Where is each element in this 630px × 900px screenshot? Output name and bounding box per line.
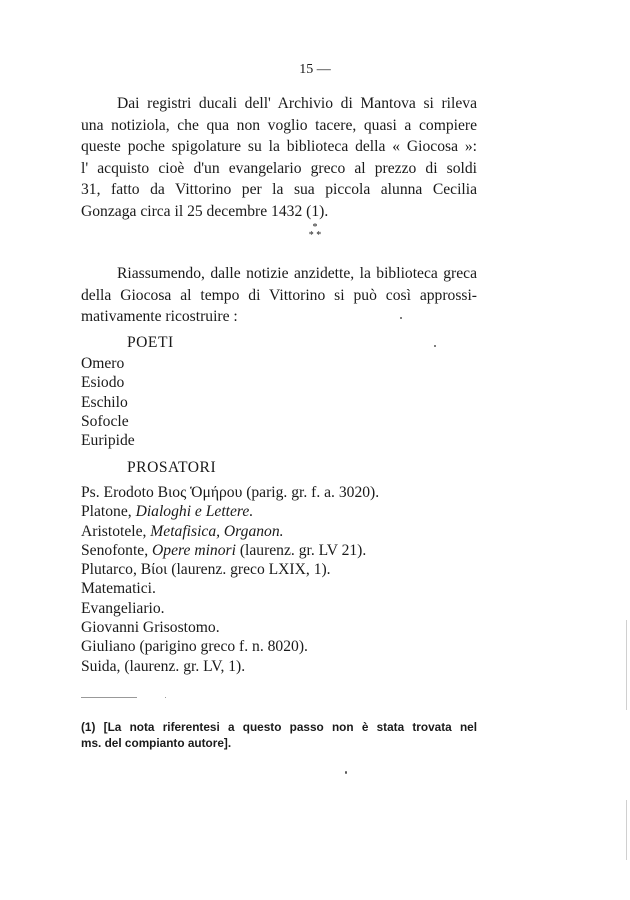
paragraph-line: Gonzaga circa il 25 decembre 1432 (1).	[81, 202, 329, 220]
paragraph-line: queste poche spigolature su la biblioteca della « Giocosa »:	[81, 138, 477, 155]
ink-speck	[345, 771, 347, 774]
separator-top: *	[312, 222, 318, 233]
list-item: Esiodo	[81, 374, 125, 392]
list-item: Euripide	[81, 432, 135, 450]
paragraph-line: della Giocosa al tempo di Vittorino si può così approssi-	[81, 286, 477, 304]
list-item: Matematici.	[81, 580, 156, 598]
page-edge-shadow	[626, 620, 627, 710]
footnote-line: (1) [La nota riferentesi a questo passo non è stata trovata nel	[81, 720, 477, 734]
paragraph-line: una notiziola, che qua non voglio tacere, quasi a compiere	[81, 116, 477, 134]
list-item: Eschilo	[81, 393, 128, 411]
list-item: Suida, (laurenz. gr. LV, 1).	[81, 657, 246, 675]
list-item: Ps. Erodoto Βιος Ὁμήρου (parig. gr. f. a. 3020).	[81, 484, 380, 501]
list-item: Giovanni Grisostomo.	[81, 619, 220, 637]
paragraph-archivio	[81, 93, 477, 222]
poets-list	[81, 354, 135, 450]
list-item: Platone, Dialoghi e Lettere.	[81, 503, 254, 521]
footnote	[81, 719, 477, 751]
paragraph-line: 31, fatto da Vittorino per la sua piccola alunna Cecilia	[81, 181, 477, 198]
paragraph-riassumendo	[81, 263, 477, 328]
ink-speck	[400, 317, 402, 319]
list-item: Senofonte, Opere minori (laurenz. gr. LV 21).	[81, 541, 367, 559]
page-number: 15 —	[299, 62, 331, 77]
list-item: Evangeliario.	[81, 599, 165, 617]
footnote-rule-gap	[137, 697, 165, 698]
list-item: Giuliano (parigino greco f. n. 8020).	[81, 638, 308, 656]
page-edge-shadow	[626, 800, 627, 860]
separator-bottom: * *	[308, 230, 322, 241]
prose-list	[81, 483, 379, 676]
list-item: Plutarco, Βίοι (laurenz. greco LXIX, 1).	[81, 561, 331, 579]
list-item: Sofocle	[81, 412, 129, 430]
paragraph-line: l' acquisto cioè d'un evangelario greco al prezzo di soldi	[81, 159, 477, 177]
paragraph-line: Riassumendo, dalle notizie anzidette, la biblioteca greca	[117, 265, 477, 282]
prose-heading: PROSATORI	[127, 459, 217, 476]
paragraph-line: mativamente ricostruire :	[81, 308, 238, 325]
poets-heading: POETI	[127, 334, 174, 351]
footnote-line: ms. del compianto autore].	[81, 736, 232, 750]
list-item: Omero	[81, 355, 125, 372]
ink-speck	[434, 345, 436, 347]
list-item: Aristotele, Metafisica, Organon.	[81, 522, 284, 540]
section-separator	[0, 224, 630, 240]
paragraph-line: Dai registri ducali dell' Archivio di Mantova si rileva	[117, 95, 477, 112]
